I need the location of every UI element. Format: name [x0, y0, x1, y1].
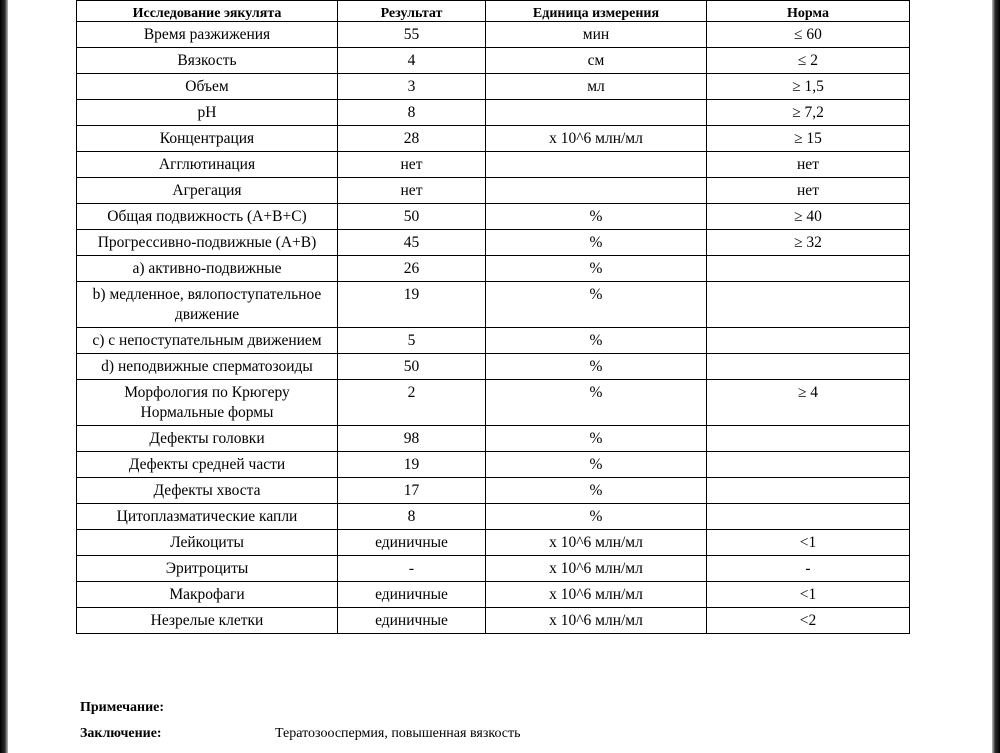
table-row — [77, 426, 910, 452]
cell-unit: мин — [486, 22, 707, 48]
header-norm: Норма — [707, 1, 910, 22]
cell-result: 45 — [338, 230, 486, 256]
cell-norm: нет — [707, 178, 910, 204]
cell-result: 4 — [338, 48, 486, 74]
cell-result: 26 — [338, 256, 486, 282]
cell-norm: ≥ 4 — [707, 380, 910, 426]
table-row — [77, 608, 910, 634]
cell-result: единичные — [338, 608, 486, 634]
cell-test: Морфология по Крюгеру Нормальные формы — [77, 380, 338, 426]
cell-norm: нет — [707, 152, 910, 178]
cell-unit: см — [486, 48, 707, 74]
cell-unit — [486, 100, 707, 126]
cell-unit: % — [486, 256, 707, 282]
cell-test: Прогрессивно-подвижные (A+B) — [77, 230, 338, 256]
table-header-row — [77, 1, 910, 22]
cell-norm — [707, 452, 910, 478]
cell-result: единичные — [338, 582, 486, 608]
cell-norm — [707, 256, 910, 282]
cell-test: Агглютинация — [77, 152, 338, 178]
cell-norm: ≥ 1,5 — [707, 74, 910, 100]
right-shadow-edge — [992, 0, 1000, 753]
cell-norm — [707, 478, 910, 504]
cell-norm: <1 — [707, 582, 910, 608]
table-row — [77, 282, 910, 328]
cell-unit: % — [486, 452, 707, 478]
table-row — [77, 22, 910, 48]
cell-test: Концентрация — [77, 126, 338, 152]
cell-result: 5 — [338, 328, 486, 354]
cell-unit — [486, 152, 707, 178]
cell-norm: - — [707, 556, 910, 582]
table-row — [77, 452, 910, 478]
cell-unit: % — [486, 282, 707, 328]
cell-test: Дефекты головки — [77, 426, 338, 452]
conclusion-label: Заключение: — [80, 726, 162, 741]
cell-test: Эритроциты — [77, 556, 338, 582]
cell-result: 19 — [338, 282, 486, 328]
table-row — [77, 504, 910, 530]
document-page — [8, 0, 992, 753]
cell-test: Время разжижения — [77, 22, 338, 48]
cell-unit: % — [486, 230, 707, 256]
semen-analysis-table — [76, 0, 910, 634]
cell-result: 8 — [338, 504, 486, 530]
cell-unit: % — [486, 478, 707, 504]
table-row — [77, 178, 910, 204]
cell-result: 50 — [338, 354, 486, 380]
cell-unit: % — [486, 354, 707, 380]
remark-label: Примечание: — [80, 700, 165, 715]
cell-unit: % — [486, 328, 707, 354]
cell-test: Объем — [77, 74, 338, 100]
cell-result: 50 — [338, 204, 486, 230]
cell-unit: % — [486, 426, 707, 452]
cell-norm: ≥ 40 — [707, 204, 910, 230]
table-row — [77, 354, 910, 380]
cell-norm — [707, 426, 910, 452]
table-row — [77, 126, 910, 152]
cell-unit: x 10^6 млн/мл — [486, 126, 707, 152]
table-body — [77, 22, 910, 634]
cell-test: c) с непоступательным движением — [77, 328, 338, 354]
cell-result: 19 — [338, 452, 486, 478]
cell-unit: мл — [486, 74, 707, 100]
cell-test: Общая подвижность (A+B+C) — [77, 204, 338, 230]
cell-result: единичные — [338, 530, 486, 556]
left-shadow-edge — [0, 0, 8, 753]
table-row — [77, 380, 910, 426]
cell-unit — [486, 178, 707, 204]
cell-norm: ≤ 60 — [707, 22, 910, 48]
table-row — [77, 230, 910, 256]
cell-result: нет — [338, 152, 486, 178]
table-row — [77, 152, 910, 178]
cell-test: Макрофаги — [77, 582, 338, 608]
table-row — [77, 256, 910, 282]
header-unit: Единица измерения — [486, 1, 707, 22]
cell-test: Агрегация — [77, 178, 338, 204]
cell-norm — [707, 282, 910, 328]
cell-unit: % — [486, 380, 707, 426]
cell-result: 98 — [338, 426, 486, 452]
cell-result: нет — [338, 178, 486, 204]
cell-result: 55 — [338, 22, 486, 48]
cell-test: a) активно-подвижные — [77, 256, 338, 282]
cell-norm: ≤ 2 — [707, 48, 910, 74]
cell-test: Дефекты средней части — [77, 452, 338, 478]
header-result: Результат — [338, 1, 486, 22]
cell-result: 3 — [338, 74, 486, 100]
cell-test: d) неподвижные сперматозоиды — [77, 354, 338, 380]
cell-unit: x 10^6 млн/мл — [486, 556, 707, 582]
conclusion-value: Тератозооспермия, повышенная вязкость — [275, 726, 521, 741]
cell-result: - — [338, 556, 486, 582]
cell-test: Вязкость — [77, 48, 338, 74]
cell-test: Лейкоциты — [77, 530, 338, 556]
cell-test: pH — [77, 100, 338, 126]
cell-test: Цитоплазматические капли — [77, 504, 338, 530]
cell-unit: x 10^6 млн/мл — [486, 530, 707, 556]
header-test: Исследование эякулята — [77, 1, 338, 22]
cell-norm — [707, 328, 910, 354]
table-row — [77, 478, 910, 504]
table-row — [77, 556, 910, 582]
cell-norm — [707, 354, 910, 380]
table-row — [77, 530, 910, 556]
table-row — [77, 204, 910, 230]
cell-norm: <1 — [707, 530, 910, 556]
cell-unit: % — [486, 504, 707, 530]
cell-norm — [707, 504, 910, 530]
cell-unit: % — [486, 204, 707, 230]
table-row — [77, 74, 910, 100]
cell-result: 28 — [338, 126, 486, 152]
cell-test: Незрелые клетки — [77, 608, 338, 634]
cell-unit: x 10^6 млн/мл — [486, 608, 707, 634]
table-row — [77, 328, 910, 354]
table-row — [77, 582, 910, 608]
cell-norm: ≥ 7,2 — [707, 100, 910, 126]
cell-result: 17 — [338, 478, 486, 504]
cell-norm: ≥ 15 — [707, 126, 910, 152]
cell-result: 8 — [338, 100, 486, 126]
table-row — [77, 48, 910, 74]
cell-norm: ≥ 32 — [707, 230, 910, 256]
cell-test: Дефекты хвоста — [77, 478, 338, 504]
cell-norm: <2 — [707, 608, 910, 634]
cell-unit: x 10^6 млн/мл — [486, 582, 707, 608]
table-row — [77, 100, 910, 126]
cell-result: 2 — [338, 380, 486, 426]
cell-test: b) медленное, вялопоступательное движение — [77, 282, 338, 328]
